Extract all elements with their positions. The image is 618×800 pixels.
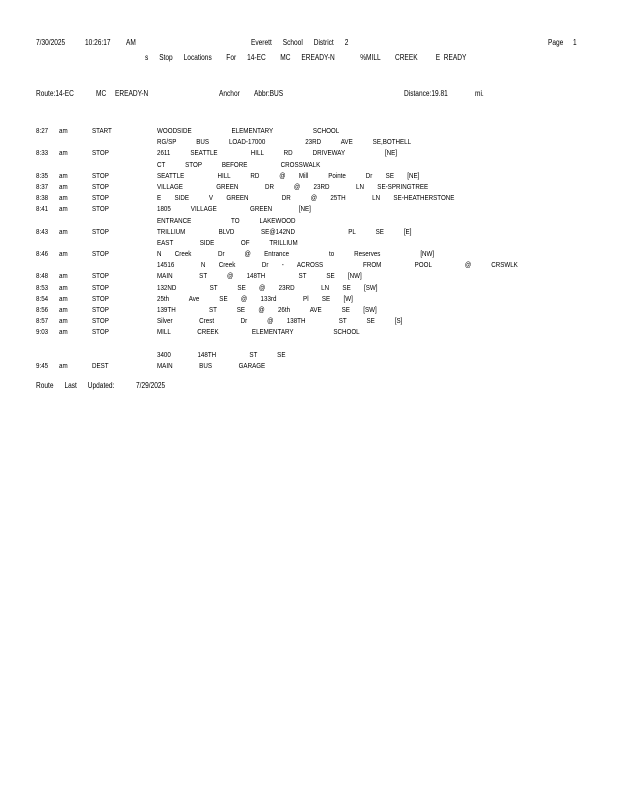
- table-row: [36, 249, 596, 260]
- stop-location: 3400 148TH ST SE: [157, 349, 286, 359]
- stop-time: 8:43: [36, 226, 49, 236]
- stop-type: STOP: [92, 193, 109, 203]
- stop-ampm: am: [59, 204, 68, 214]
- stop-type: DEST: [92, 360, 109, 370]
- table-row: [36, 160, 596, 171]
- table-row: [36, 339, 596, 350]
- stop-ampm: am: [59, 271, 68, 281]
- stop-location: MILL CREEK ELEMENTARY SCHOOL: [157, 327, 360, 337]
- stop-type: STOP: [92, 249, 109, 259]
- table-row: [36, 327, 596, 338]
- stop-location: VILLAGE GREEN DR @ 23RD LN SE-SPRINGTREE: [157, 181, 429, 191]
- stop-type: STOP: [92, 293, 109, 303]
- stop-type: STOP: [92, 226, 109, 236]
- stop-location: EAST SIDE OF TRILLIUM: [157, 237, 298, 247]
- stop-ampm: am: [59, 249, 68, 259]
- table-row: [36, 294, 596, 305]
- district-title: Everett School District 2: [251, 38, 349, 47]
- stop-location: CT STOP BEFORE CROSSWALK: [157, 159, 321, 169]
- stop-ampm: am: [59, 293, 68, 303]
- stop-type: STOP: [92, 305, 109, 314]
- stop-location: N Creek Dr @ Entrance to Reserves [NW]: [157, 249, 435, 259]
- table-row: [36, 350, 596, 361]
- stop-type: STOP: [92, 170, 109, 180]
- stop-ampm: am: [59, 316, 68, 326]
- stop-location: MAIN BUS GARAGE: [157, 360, 266, 370]
- stop-time: 8:57: [36, 316, 49, 326]
- stops-table: [36, 126, 596, 372]
- table-row: [36, 361, 596, 372]
- table-row: [36, 216, 596, 227]
- stop-time: 8:41: [36, 204, 49, 214]
- route-mc: MC: [96, 89, 107, 98]
- route-eready: EREADY-N: [115, 89, 149, 98]
- stop-ampm: am: [59, 226, 68, 236]
- distance-units: mi.: [475, 89, 484, 98]
- table-row: [36, 271, 596, 282]
- anchor-label: Anchor: [219, 89, 240, 98]
- stop-time: 8:56: [36, 305, 49, 314]
- footer-label: Route Last Updated:: [36, 381, 115, 390]
- stop-time: 8:48: [36, 271, 49, 281]
- stop-location: MAIN ST @ 148TH ST SE [NW]: [157, 271, 362, 281]
- table-row: [36, 148, 596, 159]
- stop-ampm: am: [59, 126, 68, 135]
- stop-time: 8:27: [36, 126, 49, 135]
- stop-type: START: [92, 126, 112, 135]
- stop-location: Silver Crest Dr @ 138TH ST SE [S]: [157, 316, 403, 326]
- stop-location: 139TH ST SE @ 26th AVE SE [SW]: [157, 305, 377, 314]
- stop-location: 25th Ave SE @ 133rd Pl SE [W]: [157, 293, 353, 303]
- table-row: [36, 260, 596, 271]
- route-distance: Distance:19.81: [404, 89, 448, 98]
- page-number: 1: [573, 38, 577, 47]
- table-row: [36, 316, 596, 327]
- stop-location: TRILLIUM BLVD SE@142ND PL SE [E]: [157, 226, 412, 236]
- table-row: [36, 193, 596, 204]
- footer-date: 7/29/2025: [136, 381, 166, 390]
- stop-time: 9:03: [36, 327, 49, 337]
- table-row: [36, 182, 596, 193]
- page-label: Page: [548, 38, 564, 47]
- stop-location: E SIDE V GREEN DR @ 25TH LN SE-HEATHERSTONE: [157, 193, 455, 203]
- stop-location: SEATTLE HILL RD @ Mill Pointe Dr SE [NE]: [157, 170, 420, 180]
- stop-time: 8:54: [36, 293, 49, 303]
- stop-location: ENTRANCE TO LAKEWOOD: [157, 215, 296, 225]
- table-row: [36, 204, 596, 215]
- stop-location: 2611 SEATTLE HILL RD DRIVEWAY [NE]: [157, 148, 398, 158]
- report-ampm: AM: [126, 38, 136, 47]
- report-time: 10:26:17: [85, 38, 111, 47]
- stop-ampm: am: [59, 181, 68, 191]
- stop-time: 8:33: [36, 148, 49, 158]
- stop-time: 8:38: [36, 193, 49, 203]
- table-row: [36, 238, 596, 249]
- stop-time: 8:46: [36, 249, 49, 259]
- stop-location: 1805 VILLAGE GREEN [NE]: [157, 204, 311, 214]
- stop-location: 14516 N Creek Dr - ACROSS FROM POOL @ CRSWLK: [157, 260, 518, 270]
- stop-ampm: am: [59, 193, 68, 203]
- table-row: [36, 283, 596, 294]
- stop-ampm: am: [59, 305, 68, 314]
- stop-type: STOP: [92, 282, 109, 292]
- stop-type: STOP: [92, 316, 109, 326]
- report-date: 7/30/2025: [36, 38, 66, 47]
- stop-type: STOP: [92, 204, 109, 214]
- route-id: Route:14-EC: [36, 89, 74, 98]
- stop-ampm: am: [59, 282, 68, 292]
- stop-time: 8:53: [36, 282, 49, 292]
- stop-location: 132ND ST SE @ 23RD LN SE [SW]: [157, 282, 378, 292]
- stop-ampm: am: [59, 170, 68, 180]
- stop-time: 9:45: [36, 360, 49, 370]
- table-row: [36, 171, 596, 182]
- stop-type: STOP: [92, 271, 109, 281]
- anchor-abbr: Abbr:BUS: [254, 89, 284, 98]
- stop-ampm: am: [59, 360, 68, 370]
- stop-type: STOP: [92, 148, 109, 158]
- table-row: [36, 126, 596, 137]
- table-row: [36, 305, 596, 316]
- table-row: [36, 137, 596, 148]
- stop-ampm: am: [59, 327, 68, 337]
- table-row: [36, 227, 596, 238]
- stop-location: RG/SP BUS LOAD-17000 23RD AVE SE,BOTHELL: [157, 137, 412, 147]
- report-subtitle: s Stop Locations For 14-EC MC EREADY-N %MILL CREEK E READY: [145, 53, 467, 62]
- stop-location: WOODSIDE ELEMENTARY SCHOOL: [157, 126, 340, 135]
- stop-time: 8:37: [36, 181, 49, 191]
- stop-type: STOP: [92, 327, 109, 337]
- stop-type: STOP: [92, 181, 109, 191]
- stop-time: 8:35: [36, 170, 49, 180]
- stop-ampm: am: [59, 148, 68, 158]
